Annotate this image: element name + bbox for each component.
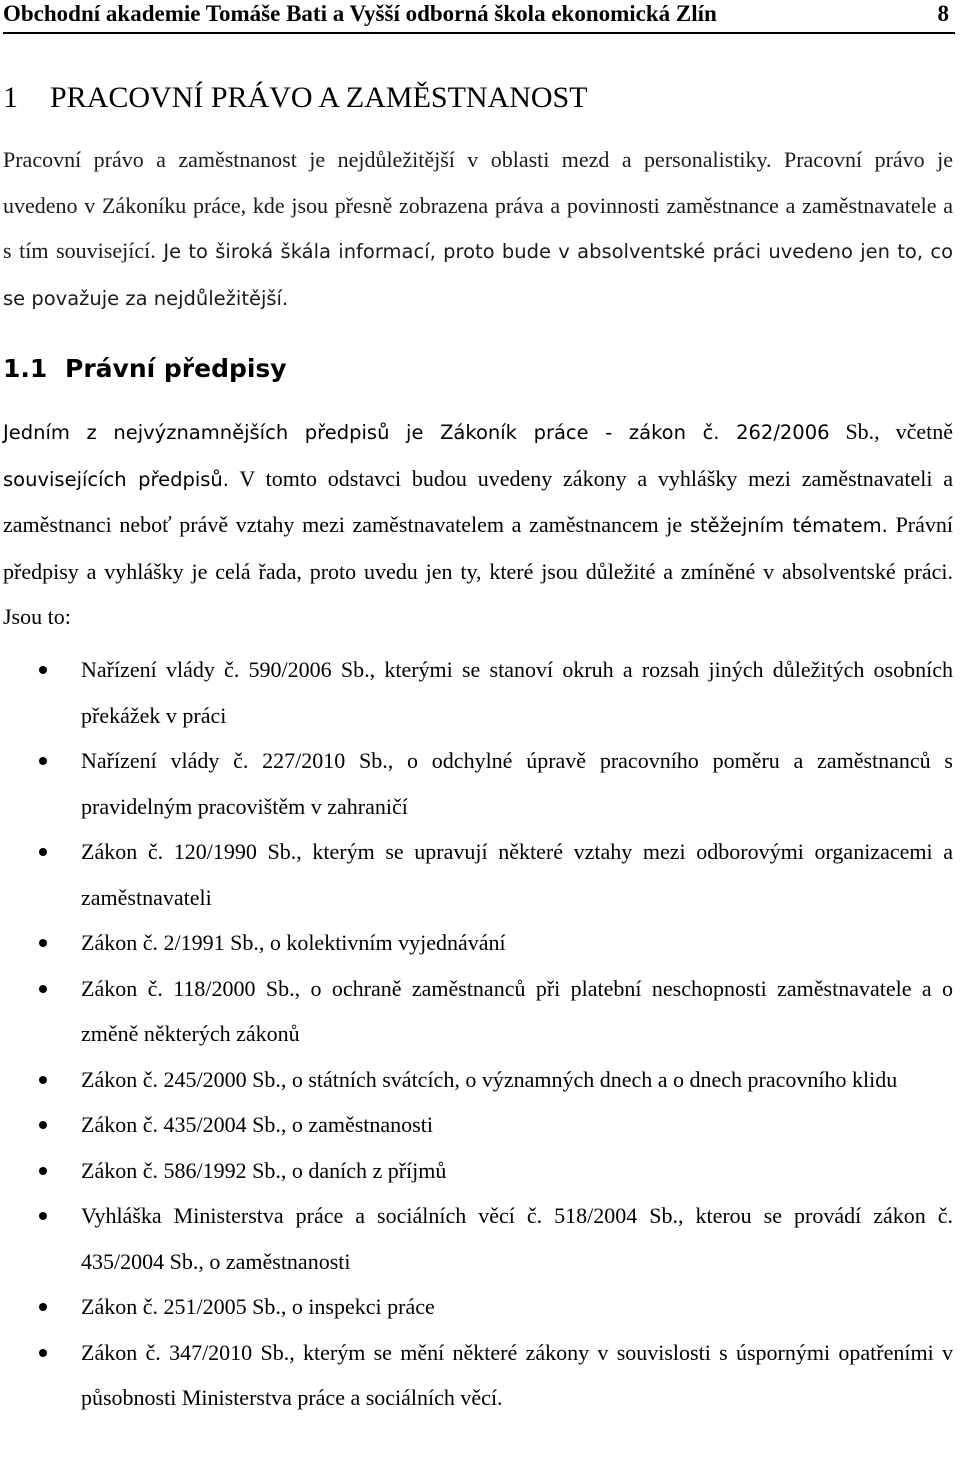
section-text-1: Jedním z nejvýznamnějších předpisů je Zákoník práce - zákon č. 262/2006 <box>3 421 830 444</box>
bullet-icon <box>39 1076 47 1084</box>
list-item <box>3 647 953 738</box>
header-institution: Obchodní akademie Tomáše Bati a Vyšší odborná škola ekonomická Zlín <box>3 1 717 26</box>
list-item <box>3 1330 953 1421</box>
list-item-text: Vyhláška Ministerstva práce a sociálních věcí č. 518/2004 Sb., kterou se provádí zákon č. 435/2004 Sb., o zaměstnanosti <box>81 1203 953 1274</box>
list-item-text: Zákon č. 347/2010 Sb., kterým se mění některé zákony v souvislosti s úspornými opatřeními v působnosti Ministerstva práce a sociálních věcí. <box>81 1339 953 1410</box>
bullet-icon <box>39 1303 47 1311</box>
section-text-6: Právní předpisy a vyhlášky je celá řada, proto uvedu jen ty, které jsou důležité a zmíněné v absolventské práci. Jsou to: <box>3 512 954 629</box>
chapter-number: 1 <box>3 81 18 114</box>
bullet-icon <box>39 848 47 856</box>
law-list <box>3 647 953 1421</box>
list-item <box>3 1148 953 1194</box>
list-item-text: Zákon č. 120/1990 Sb., kterým se upravují některé vztahy mezi odborovými organizacemi a zaměstnavateli <box>81 839 953 910</box>
section-text-3: souvisejících předpisů. <box>3 467 229 491</box>
section-text-2: Sb., včetně <box>845 419 953 444</box>
list-item <box>3 920 953 966</box>
bullet-icon <box>39 1167 47 1175</box>
list-item-text: Zákon č. 586/1992 Sb., o daních z příjmů <box>81 1157 447 1183</box>
bullet-icon <box>39 1121 47 1129</box>
section-text-4: V tomto odstavci budou uvedeny zákony a vyhlášky mezi zaměstnavateli a zaměstnanci neboť právě vztahy mezi zaměstnavatelem a zaměstnancem je <box>3 465 953 537</box>
intro-text-emphasis: Je to široká škála informací, proto bude v absolventské práci uvedeno jen to, co se považuje za nejdůležitější. <box>3 240 954 310</box>
list-item <box>3 1057 953 1103</box>
bullet-icon <box>39 939 47 947</box>
bullet-icon <box>39 985 47 993</box>
list-item-text: Zákon č. 245/2000 Sb., o státních svátcích, o významných dnech a o dnech pracovního klidu <box>81 1066 898 1092</box>
list-item <box>3 829 953 920</box>
list-item-text: Nařízení vlády č. 227/2010 Sb., o odchylné úpravě pracovního poměru a zaměstnanců s pravidelným pracovištěm v zahraničí <box>81 748 953 819</box>
list-item <box>3 1102 953 1148</box>
section-paragraph <box>3 409 953 640</box>
page-header <box>3 0 955 34</box>
list-item-text: Nařízení vlády č. 590/2006 Sb., kterými se stanoví okruh a rozsah jiných důležitých osobních překážek v práci <box>81 657 953 728</box>
list-item-text: Zákon č. 2/1991 Sb., o kolektivním vyjednávání <box>81 930 506 955</box>
intro-paragraph <box>3 137 953 321</box>
chapter-heading <box>3 80 588 116</box>
list-item-text: Zákon č. 251/2005 Sb., o inspekci práce <box>81 1294 435 1319</box>
bullet-icon <box>39 666 47 674</box>
section-title: Právní předpisy <box>65 354 287 383</box>
section-heading <box>3 352 287 386</box>
list-item <box>3 966 953 1057</box>
intro-text: Pracovní právo a zaměstnanost je nejdůležitější v oblasti mezd a personalistiky. Pracovní právo je uvedeno v Zákoníku práce, kde jsou přesně zobrazena práva a povinnosti zaměstnance a zaměstnavatele a s tím související. <box>3 147 953 263</box>
list-item <box>3 738 953 829</box>
bullet-icon <box>39 757 47 765</box>
list-item-text: Zákon č. 435/2004 Sb., o zaměstnanosti <box>81 1112 433 1137</box>
bullet-icon <box>39 1212 47 1220</box>
page-number: 8 <box>937 1 949 26</box>
section-text-5: stěžejním tématem. <box>689 514 888 537</box>
bullet-icon <box>39 1349 47 1357</box>
section-number: 1.1 <box>3 354 48 383</box>
list-item-text: Zákon č. 118/2000 Sb., o ochraně zaměstnanců při platební neschopnosti zaměstnavatele a o změně některých zákonů <box>81 975 953 1046</box>
list-item <box>3 1284 953 1330</box>
chapter-title: PRACOVNÍ PRÁVO A ZAMĚSTNANOST <box>50 81 588 114</box>
list-item <box>3 1193 953 1284</box>
